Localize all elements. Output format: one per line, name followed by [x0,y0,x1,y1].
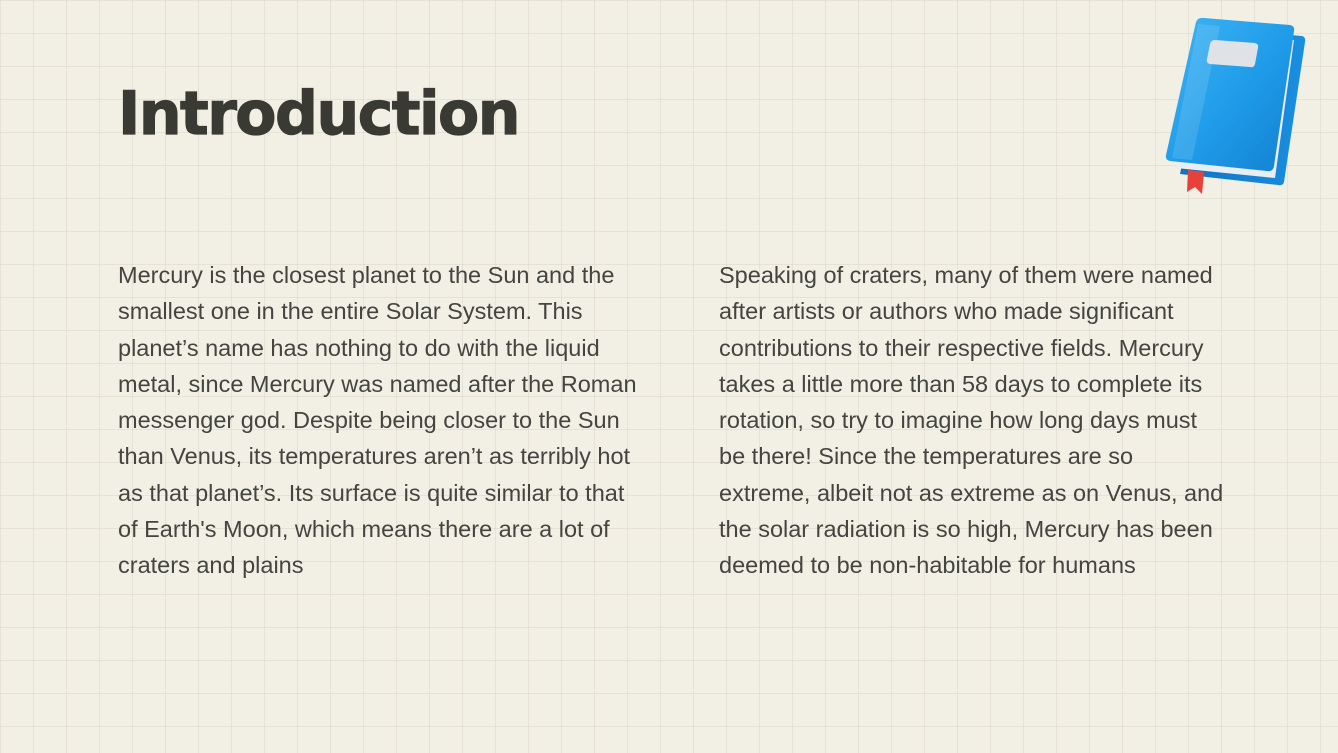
cover-label [1207,40,1258,67]
book-icon [1158,14,1310,200]
body-text-right: Speaking of craters, many of them were named after artists or authors who made significant contributions to their respective fields. Mercury takes a little more than 58 days to complete its rotation, so try to imagine how long days must be there! Since the temperatures are so extreme, albeit not as extreme as on Venus, and the solar radiation is so high, Mercury has been deemed to be non-habitable for humans [719,262,1224,579]
bookmark-ribbon [1187,170,1204,194]
slide-title: Introduction [118,79,519,149]
body-text-left: Mercury is the closest planet to the Sun and the smallest one in the entire Solar System. This planet’s name has nothing to do with the liquid metal, since Mercury was named after the Roman messenger god. Despite being closer to the Sun than Venus, its temperatures aren’t as terribly hot as that planet’s. Its surface is quite similar to that of Earth's Moon, which means there are a lot of craters and plains [118,262,637,579]
